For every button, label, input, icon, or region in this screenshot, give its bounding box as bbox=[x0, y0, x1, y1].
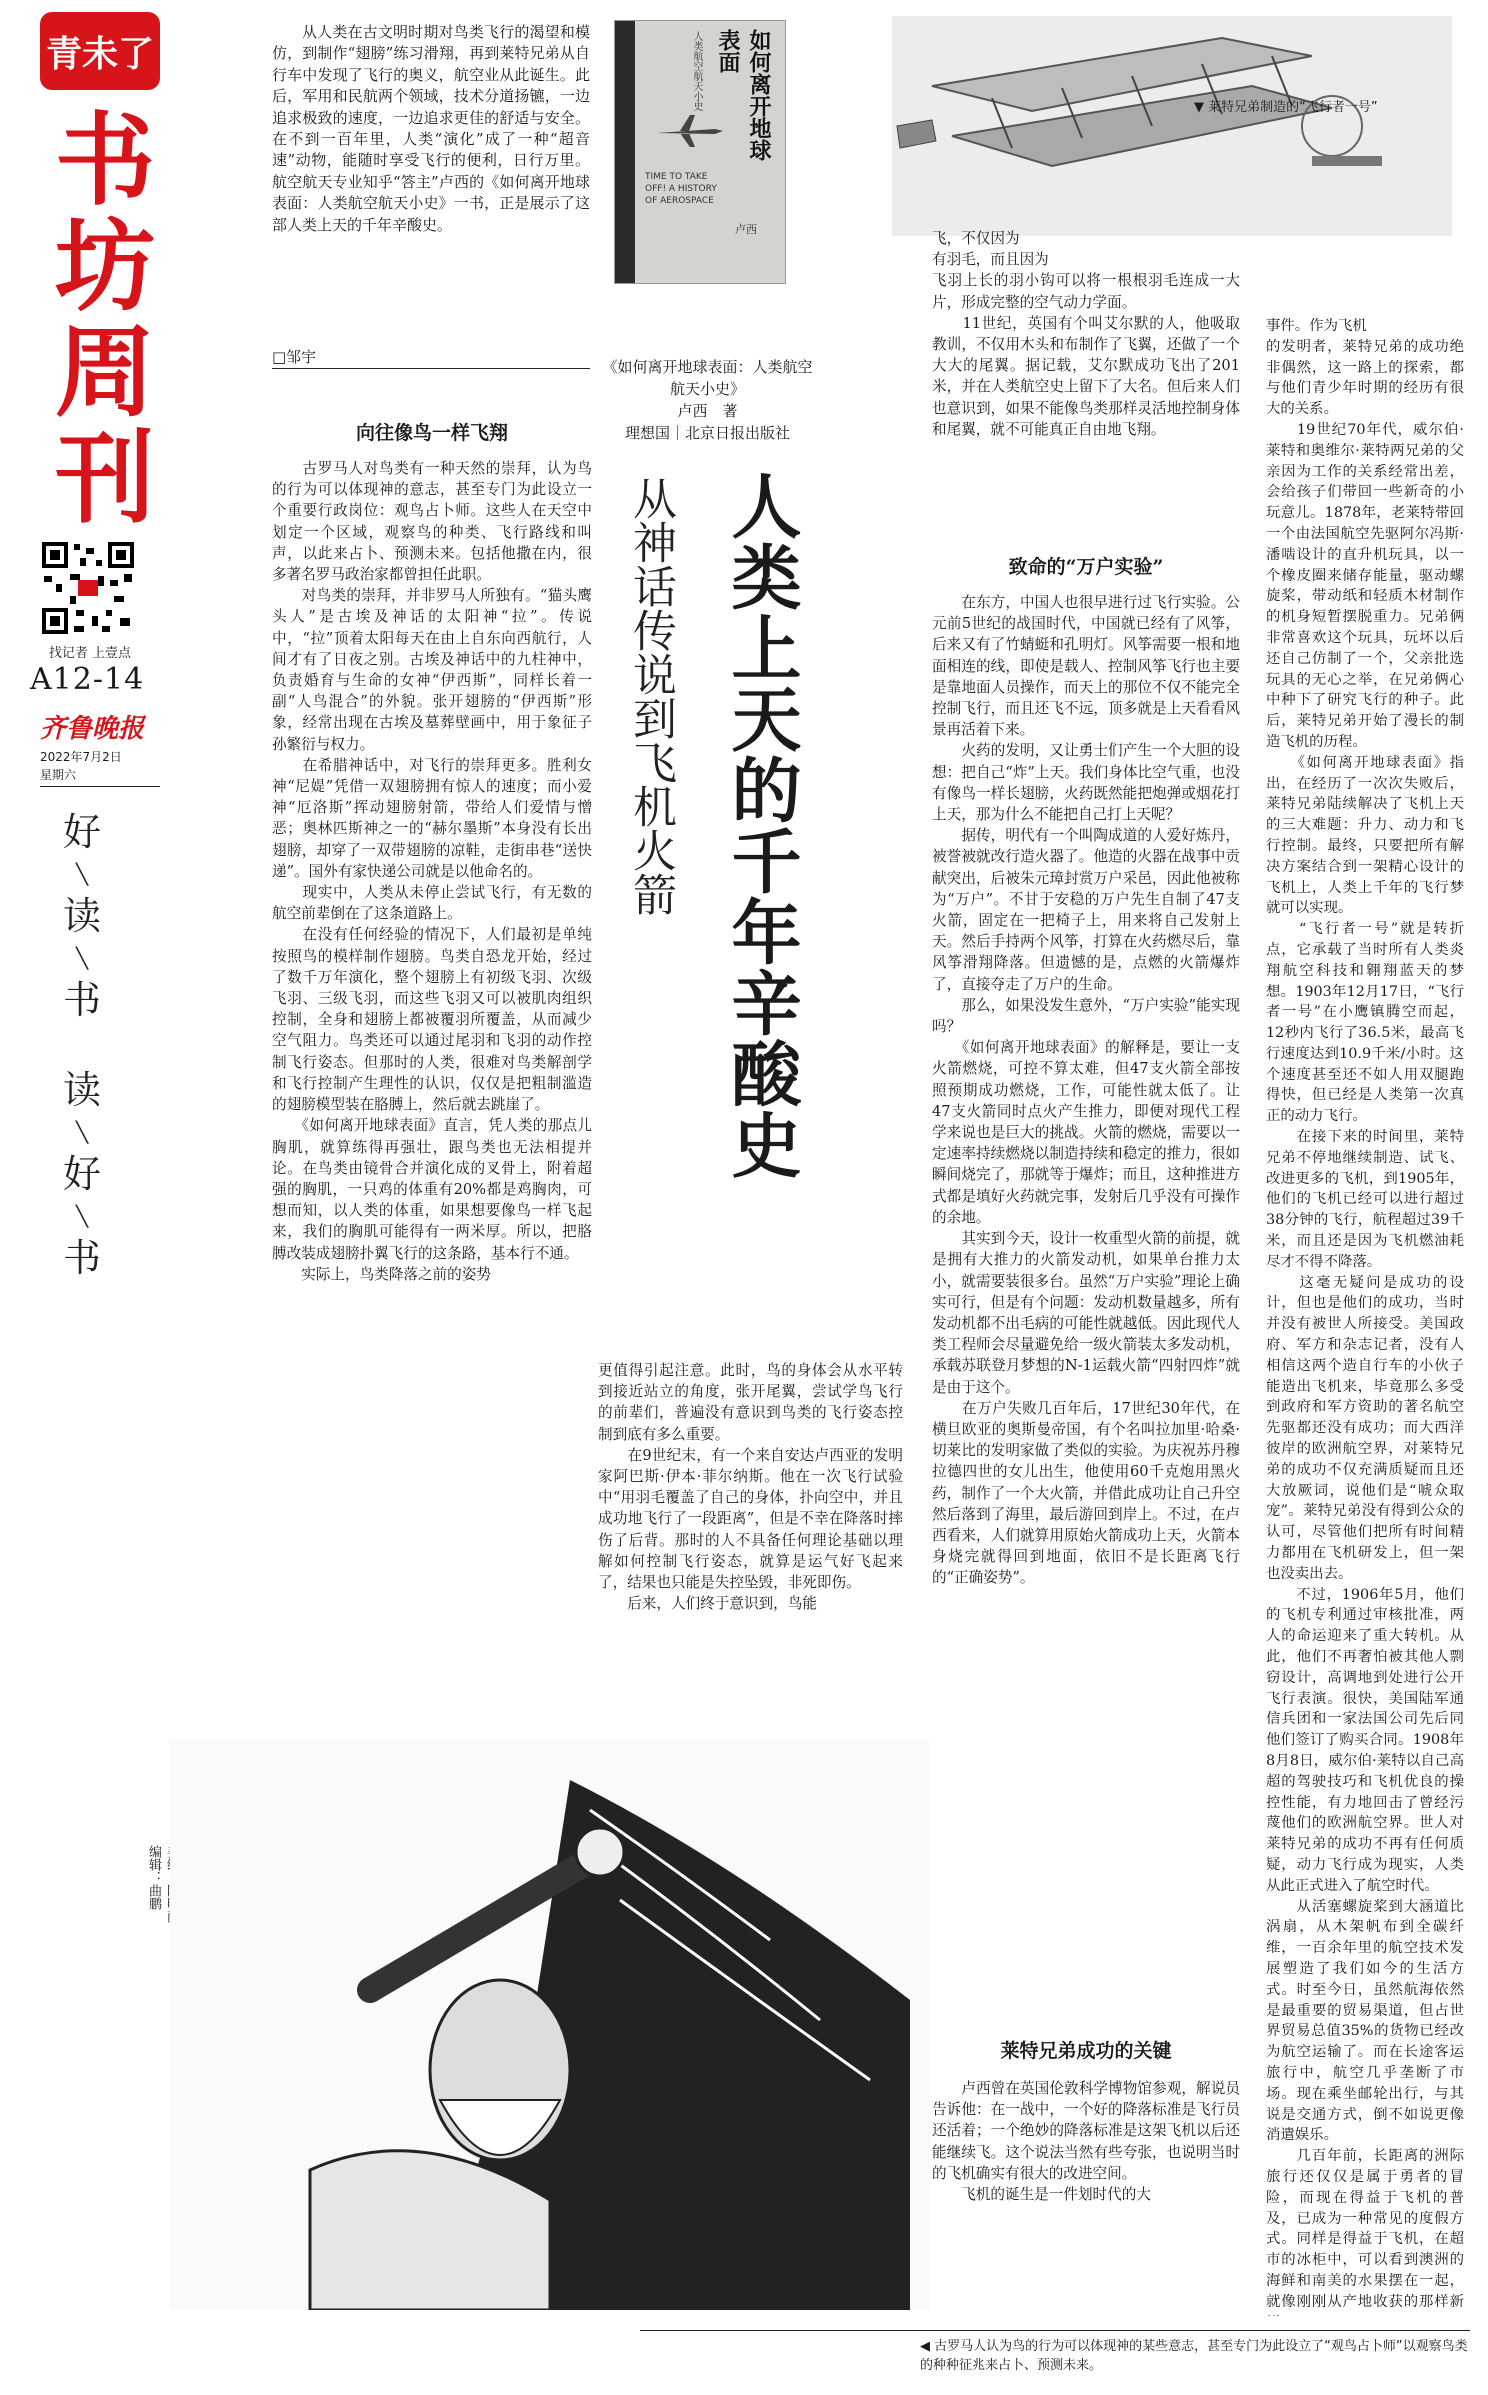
wright-flyer-photo bbox=[892, 16, 1452, 236]
slogan-separator: ╲ bbox=[75, 1204, 89, 1228]
book-caption-publisher: 理想国｜北京日报出版社 bbox=[624, 424, 790, 442]
plane-caption-text: 莱特兄弟制造的“飞行者一号” bbox=[1208, 100, 1378, 115]
book-cover-title: 如何离开地球表面 bbox=[715, 29, 772, 161]
reading-slogan bbox=[52, 800, 112, 1290]
caption-arrow-icon: ◀ bbox=[920, 2339, 935, 2354]
section-char: 书 bbox=[55, 102, 155, 219]
book-cover-subtitle: 人类航空航天小史 bbox=[691, 31, 702, 111]
intro-paragraph: 从人类在古文明时期对鸟类飞行的渴望和模仿，到制作“翅膀”练习滑翔，再到莱特兄弟从自行车中发现了飞行的奥义，航空业从此诞生。此后，军用和民航两个领域，技术分道扬镳，一边追求极致的速度，一边追求更佳的舒适与安全。在不到一百年里，人类“演化”成了一种“超音速”动物，能随时享受飞行的便利，日行万里。航空航天专业知乎“答主”卢西的《如何离开地球表面：人类航空航天小史》一书，正是展示了这部人类上天的千年辛酸史。 bbox=[272, 23, 590, 234]
qr-code bbox=[40, 540, 136, 636]
book-caption-title: 《如何离开地球表面：人类航空航天小史》 bbox=[602, 358, 813, 398]
book-caption-author: 卢西 著 bbox=[677, 402, 738, 420]
masthead-divider bbox=[40, 786, 160, 787]
headline-subtitle: 从神话传说到飞机火箭 bbox=[625, 476, 676, 916]
page-number: A12-14 bbox=[30, 662, 145, 697]
book-caption bbox=[600, 356, 815, 444]
bottom-caption-rule bbox=[640, 2330, 1470, 2331]
section-char: 周 bbox=[55, 314, 155, 431]
column-4: 在东方，中国人也很早进行过飞行实验。公元前5世纪的战国时代，中国就已经有了风筝，后来又有了竹蜻蜓和孔明灯。风筝需要一根和地面相连的线，即使是载人、控制风筝飞行也主要是靠地面人员操作，而天上的那位不仅不能完全控制飞行，而且还飞不远，顶多就是上天看看风景再活着下来。 火药的发明，又让勇士们产生一个大胆的设想：把自己“炸”上天。我们身体比空气重，也没有像鸟一样长翅膀，火药既然能把炮弹或烟花打上天，那为什么不能把自己打上天呢？ 据传，明代有一个叫陶成道的人爱好炼丹，被誉被就改行造火器了。他造的火器在战事中贡献突出，后被朱元璋封赏万户采邑，因此他被称为“万户”。不甘于安稳的万户先生自制了47支火箭，固定在一把椅子上，用来将自己发射上天。然后手持两个风筝，打算在火药燃尽后，靠风筝滑翔降落。但遗憾的是，点燃的火箭爆炸了，直接夺走了万户的生命。 那么，如果没发生意外，“万户实验”能实现吗？ 《如何离开地球表面》的解释是，要让一支火箭燃烧，可控不算太难，但47支火箭全部按照预期成功燃烧，工作，可能性就太低了。让47支火箭同时点火产生推力，即便对现代工程学来说也是巨大的挑战。火箭的燃烧，需要以一定速率持续燃烧以制造持续和稳定的推力，很如瞬间烧完了，那就等于爆炸；而且，这种推进方式都是填好火药就完事，发射后几乎没有可操作的余地。 其实到今天，设计一枚重型火箭的前提，就是拥有大推力的火箭发动机，如果单台推力太小，就需要装很多台。虽然“万户实验”理论上确实可行，但是有个问题：发动机数量越多，所有发动机都不出毛病的可能性就越低。因此现代人类工程师会尽量避免给一级火箭装太多发动机，承载苏联登月梦想的N-1运载火箭“四射四炸”就是由于这个。 在万户失败几百年后，17世纪30年代，在横旦欧亚的奥斯曼帝国，有个名叫拉加里·哈桑·切莱比的发明家做了类似的实验。为庆祝苏丹穆拉德四世的女儿出生，他使用60千克炮用黑火药，制作了一个大火箭，并借此成功让自己升空然后落到了海里，最后游回到岸上。不过，在卢西看来，人们就算用原始火箭成功上天，火箭本身烧完就得回到地面，依旧不是长距离飞行的“正确姿势”。 bbox=[932, 594, 1240, 1587]
section-title-birds: 向往像鸟一样飞翔 bbox=[355, 422, 508, 444]
column-1: 古罗马人对鸟类有一种天然的崇拜，认为鸟的行为可以体现神的意志，甚至专门为此设立一个重要行政岗位：观鸟占卜师。这些人在天空中划定一个区域，观察鸟的种类、飞行路线和叫声，以此来占卜、预测未来。包括他撒在内，很多著名罗马政治家都曾担任此职。 对鸟类的崇拜，并非罗马人所独有。“猫头鹰头人”是古埃及神话的太阳神“拉”。传说中，“拉”顶着太阳每天在由上自东向西航行，人间才有了日夜之别。古埃及神话中的九柱神中，负责婚育与生命的女神“伊西斯”，同样长着一副“人鸟混合”的外貌。张开翅膀的“伊西斯”形象，经常出现在古埃及墓葬壁画中，用于象征子孙繁衍与权力。 在希腊神话中，对飞行的崇拜更多。胜利女神“尼媞”凭借一双翅膀拥有惊人的速度；而小爱神“厄洛斯”挥动翅膀射箭，带给人们爱情与憎恶；奥林匹斯神之一的“赫尔墨斯”本身没有长出翅膀，却穿了一双带翅膀的凉鞋，走街串巷“送快递”。国外有家快递公司就是以他命名的。 现实中，人类从未停止尝试飞行，有无数的航空前辈倒在了这条道路上。 在没有任何经验的情况下，人们最初是单纯按照鸟的模样制作翅膀。鸟类自恐龙开始，经过了数千万年演化，整个翅膀上有初级飞羽、次级飞羽、三级飞羽，而这些飞羽又可以被肌肉组织控制，全身和翅膀上都被覆羽所覆盖，从而减少空气阻力。鸟类还可以通过尾羽和飞羽的动作控制飞行姿态。但那时的人类，很难对鸟类解剖学和飞行控制产生理性的认识，仅仅是把粗制滥造的翅膀模型装在胳膊上，然后就去跳崖了。 《如何离开地球表面》直言，凭人类的那点儿胸肌，就算练得再强壮，跟鸟类也无法相提并论。在鸟类由镜骨合并演化成的叉骨上，附着超强的胸肌，一只鸡的体重有20%都是鸡胸肉，可想而知，以人类的体重，如果想要像鸟一样飞起来，我们的胸肌可能得有一两米厚。所以，把胳膊改装成翅膀扑翼飞行的这条路，基本行不通。 实际上，鸟类降落之前的姿势 bbox=[272, 460, 592, 1283]
book-cover-spine bbox=[615, 21, 635, 283]
bottom-caption bbox=[920, 2337, 1468, 2375]
issue-weekday: 星期六 bbox=[40, 768, 77, 782]
column-3: 飞，不仅因为 有羽毛，而且因为 飞羽上长的羽小钩可以将一根根羽毛连成一大片，形成完整的空气动力学面。 11世纪，英国有个叫艾尔默的人，他吸取教训，不仅用木头和布制作了飞翼，还做了一个大大的尾翼。据记载，艾尔默成功飞出了201米，并在人类航空史上留下了大名。但后来人们也意识到，如果不能像鸟类那样灵活地控制身体和尾翼，就不可能真正自由地飞翔。 bbox=[932, 230, 1240, 438]
intro-rule bbox=[272, 368, 590, 369]
issue-date: 2022年7月2日 bbox=[40, 750, 122, 764]
column-6: 事件。作为飞机 的发明者，莱特兄弟的成功绝非偶然，这一路上的探索，都与他们青少年时期的经历有很大的关系。 19世纪70年代，威尔伯·莱特和奥维尔·莱特两兄弟的父亲因为工作的关系经常出差，会给孩子们带回一些新奇的小玩意儿。1878年，老莱特带回一个由法国航空先驱阿尔冯斯·潘啮设计的直升机玩具，以一个橡皮圈来储存能量，驱动螺旋桨，带动纸和轻质木材制作的机身短暂摆脱重力。兄弟俩非常喜欢这个玩具，玩坏以后还自己仿制了一个，父亲批选玩具的无心之举，在兄弟俩心中种下了研究飞行的种子。此后，莱特兄弟开始了漫长的制造飞机的历程。 《如何离开地球表面》指出，在经历了一次次失败后，莱特兄弟陆续解决了飞机上天的三大难题：升力、动力和飞行控制。最终，只要把所有解决方案结合到一架精心设计的飞机上，人类上千年的飞行梦就可以实现。 “飞行者一号”就是转折点，它承载了当时所有人类炎翔航空科技和翱翔蓝天的梦想。1903年12月17日，“飞行者一号”在小鹰镇腾空而起，12秒内飞行了36.5米，最高飞行速度达到10.9千米/小时。这个速度甚至还不如人用双腿跑得快，但已经是人类第一次真正的动力飞行。 在接下来的时间里，莱特兄弟不停地继续制造、试飞、改进更多的飞机，到1905年，他们的飞机已经可以进行超过38分钟的飞行，航程超过39千米，而且还是因为飞机燃油耗尽才不得不降落。 这毫无疑问是成功的设计，但也是他们的成功，当时并没有被世人所接受。美国政府、军方和杂志记者，没有人相信这两个造自行车的小伙子能造出飞机来，毕竟那么多受到政府和军方资助的著名航空先驱都还没有成功；而大西洋彼岸的欧洲航空界，对莱特兄弟的成功不仅充满质疑而且还大放厥词，说他们是“唬众取宠”。莱特兄弟没有得到公众的认可，尽管他们把所有时间精力都用在飞机研发上，但一架也没卖出去。 不过，1906年5月，他们的飞机专利通过审核批准，两人的命运迎来了重大转机。从此，他们不再奢怕被其他人剽窃设计，高调地到处进行公开飞行表演。很快，美国陆军通信兵团和一家法国公司先后同他们签订了购买合同。1908年8月8日，威尔伯·莱特以自己高超的驾驶技巧和飞机优良的操控性能，有力地回击了曾经污蔑他们的欧洲航空界。世人对莱特兄弟的成功不再有任何质疑，动力飞行成为现实，人类从此正式进入了航空时代。 从活塞螺旋桨到大涵道比涡扇，从木架帆布到全碳纤维，一百余年里的航空技术发展塑造了我们如今的生活方式。时至今日，虽然航海依然是最重要的贸易渠道，但占世界贸易总值35%的货物已经改为航空运输了。而在长途客运旅行中，航空几乎垄断了市场。现在乘坐邮轮出行，与其说是交通方式，倒不如说更像消遣娱乐。 几百年前，长距离的洲际旅行还仅仅是属于勇者的冒险，而现在得益于飞机的普及，已成为一种常见的度假方式。同样是得益于飞机，在超市的冰柜中，可以看到澳洲的海鲜和南美的水果摆在一起，就像刚刚从产地收获的那样新 bbox=[1266, 318, 1464, 2310]
caption-arrow-icon: ▼ bbox=[1194, 100, 1209, 115]
section-title-wanhu: 致命的“万户实验” bbox=[1008, 556, 1164, 578]
masthead-logo bbox=[40, 12, 160, 90]
editor-text: 编辑：曲鹏 bbox=[146, 1845, 161, 1910]
augur-illustration bbox=[170, 1740, 930, 2310]
slogan-char: 读 bbox=[62, 1068, 101, 1112]
slogan-char: 好 bbox=[62, 1152, 101, 1196]
headline-title: 人类上天的千年辛酸史 bbox=[720, 470, 802, 1180]
masthead-logo-text: 青未了 bbox=[45, 33, 154, 75]
plane-illustration bbox=[892, 16, 1452, 236]
slogan-separator: ╲ bbox=[75, 1120, 89, 1144]
section-title-wright: 莱特兄弟成功的关键 bbox=[1000, 2040, 1172, 2062]
section-char: 坊 bbox=[55, 208, 155, 325]
plane-caption bbox=[1194, 96, 1378, 115]
intro-byline: □邹宇 bbox=[272, 348, 317, 366]
qr-caption: 找记者 上壹点 bbox=[48, 646, 132, 661]
book-cover bbox=[614, 20, 786, 284]
slogan-char: 书 bbox=[62, 1236, 101, 1280]
slogan-separator: ╲ bbox=[75, 946, 89, 970]
slogan-char: 书 bbox=[62, 978, 101, 1022]
slogan-char: 读 bbox=[62, 894, 101, 938]
masthead-section-title bbox=[30, 102, 180, 537]
augur-drawing bbox=[170, 1740, 930, 2310]
newspaper-name: 齐鲁晚报 bbox=[40, 714, 145, 744]
book-cover-author: 卢西 bbox=[735, 223, 757, 236]
bottom-caption-text: 古罗马人认为鸟的行为可以体现神的某些意志，甚至专门为此设立了“观鸟占卜师”以观察鸟类的种种征兆来占卜、预测未来。 bbox=[920, 2339, 1468, 2373]
column-5: 卢西曾在英国伦敦科学博物馆参观，解说员告诉他：在一战中，一个好的降落标准是飞行员还活着；一个绝妙的降落标准是这架飞机以后还能继续飞。这个说法当然有些夸张，也说明当时的飞机确实有很大的改进空间。 飞机的诞生是一件划时代的大 bbox=[932, 2080, 1240, 2204]
column-2: 更值得引起注意。此时，鸟的身体会从水平转到接近站立的角度，张开尾翼，尝试学鸟飞行的前辈们，普遍没有意识到鸟类的飞行姿态控制到底有多么重要。 在9世纪末，有一个来自安达卢西亚的发明家阿巴斯·伊本·菲尔纳斯。他在一次飞行试验中“用羽毛覆盖了自己的身体，扑向空中，并且成功地飞行了一段距离”，但是不幸在降落时摔伤了后背。那时的人不具备任何理论基础以理解如何控制飞行姿态，就算是运气好飞起来了，结果也只能是失控坠毁，非死即伤。 后来，人们终于意识到，鸟能 bbox=[598, 1362, 903, 1613]
slogan-char: 好 bbox=[62, 810, 101, 854]
book-cover-en: TIME TO TAKE OFF! A HISTORY OF AEROSPACE bbox=[645, 172, 717, 206]
book-cover-plane-icon bbox=[655, 111, 725, 151]
section-char: 刊 bbox=[55, 420, 155, 537]
slogan-separator: ╲ bbox=[75, 862, 89, 886]
